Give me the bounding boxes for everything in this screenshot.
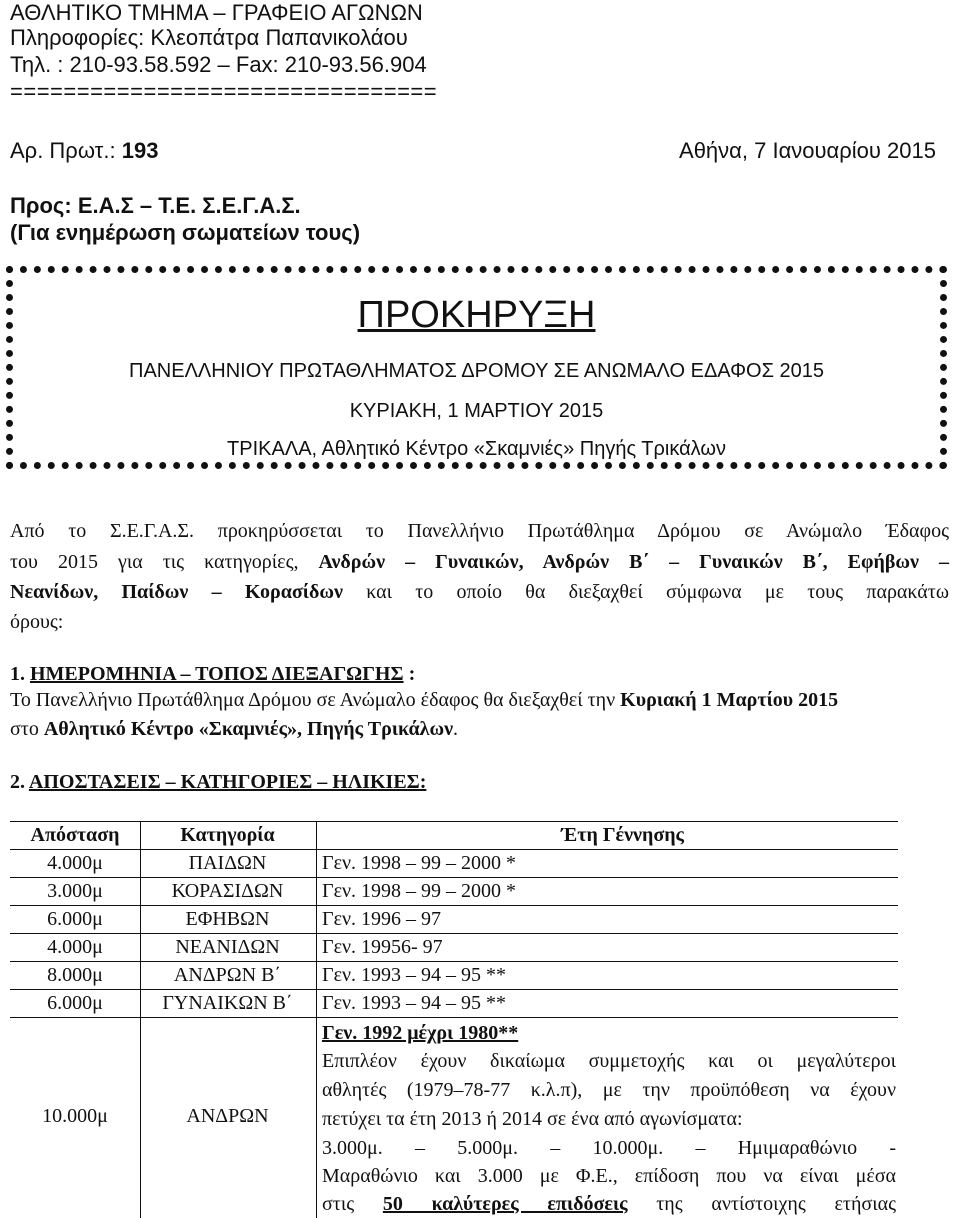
contact-info: Πληροφορίες: Κλεοπάτρα Παπανικολάου <box>10 25 408 50</box>
notice-subtitle: ΠΑΝΕΛΛΗΝΙΟΥ ΠΡΩΤΑΘΛΗΜΑΤΟΣ ΔΡΟΜΟΥ ΣΕ ΑΝΩΜΑΛΟ ΕΔΑΦΟΣ 2015 <box>129 360 824 382</box>
table-cell-years: Γεν. 1998 – 99 – 2000 * <box>322 852 517 874</box>
phone-fax: Τηλ. : 210-93.58.592 – Fax: 210-93.56.904 <box>10 52 427 77</box>
section-1-date: Κυριακή 1 Μαρτίου 2015 <box>620 689 839 711</box>
table-rule <box>10 961 898 962</box>
table-rule <box>10 849 898 850</box>
table-rule <box>10 877 898 878</box>
table-cell-category: ΚΟΡΑΣΙΔΩΝ <box>171 880 284 902</box>
table-header-years: Έτη Γέννησης <box>561 824 684 846</box>
section-1-colon: : <box>403 663 416 685</box>
table-rule <box>10 933 898 934</box>
table-rule <box>10 1017 898 1018</box>
section-1-title: ΗΜΕΡΟΜΗΝΙΑ – ΤΟΠΟΣ ΔΙΕΞΑΓΩΓΗΣ <box>30 663 404 685</box>
table-cell-category: ΑΝΔΡΩΝ <box>186 1105 269 1127</box>
table-cell-distance: 3.000μ <box>47 880 103 902</box>
table-column-rule <box>316 821 317 1218</box>
intro-line-1: Από το Σ.Ε.Γ.Α.Σ. προκηρύσσεται το Πανελλήνιο Πρωτάθλημα Δρόμου σε Ανώμαλο Έδαφος <box>10 520 949 542</box>
eligibility-note-line <box>322 1192 896 1216</box>
section-1-text: Το Πανελλήνιο Πρωτάθλημα Δρόμου σε Ανώμαλο έδαφος θα διεξαχθεί την <box>10 689 621 711</box>
intro-line-2 <box>10 550 949 574</box>
letter-date: Αθήνα, 7 Ιανουαρίου 2015 <box>679 138 936 163</box>
table-cell-category: ΝΕΑΝΙΔΩΝ <box>175 936 280 958</box>
table-cell-category: ΓΥΝΑΙΚΩΝ Β΄ <box>162 992 293 1014</box>
table-cell-years: Γεν. 1993 – 94 – 95 ** <box>322 964 507 986</box>
table-cell-years: Γεν. 19956- 97 <box>322 936 443 958</box>
department-name: ΑΘΛΗΤΙΚΟ ΤΜΗΜΑ – ΓΡΑΦΕΙΟ ΑΓΩΝΩΝ <box>10 0 423 25</box>
table-cell-distance: 6.000μ <box>47 908 103 930</box>
notice-box <box>6 266 947 469</box>
section-1-text-2: στο <box>10 718 44 740</box>
notice-date: ΚΥΡΙΑΚΗ, 1 ΜΑΡΤΙΟΥ 2015 <box>349 400 604 422</box>
eligibility-note-line: 3.000μ. – 5.000μ. – 10.000μ. – Ημιμαραθώνιο - <box>322 1137 896 1159</box>
notice-title-text: ΠΡΟΚΗΡΥΞΗ <box>357 294 596 336</box>
protocol-number <box>10 138 158 164</box>
section-2-heading <box>10 770 426 794</box>
table-cell-category: ΠΑΙΔΩΝ <box>188 852 267 874</box>
table-cell-years: Γεν. 1998 – 99 – 2000 * <box>322 880 517 902</box>
section-1-venue: Αθλητικό Κέντρο «Σκαμνιές», Πηγής Τρικάλων <box>43 718 454 740</box>
table-cell-distance: 4.000μ <box>47 852 103 874</box>
intro-categories-2: Νεανίδων, Παίδων – Κορασίδων <box>10 581 343 603</box>
protocol-value: 193 <box>121 138 159 163</box>
section-1-period: . <box>453 718 459 740</box>
section-1-heading <box>10 662 415 686</box>
intro-line-3 <box>10 580 949 604</box>
eligibility-note-line: Επιπλέον έχουν δικαίωμα συμμετοχής και οι μεγαλύτεροι <box>322 1050 896 1072</box>
notice-location: ΤΡΙΚΑΛΑ, Αθλητικό Κέντρο «Σκαμνιές» Πηγής Τρικάλων <box>227 438 726 460</box>
eligibility-note-line: Μαραθώνιο και 3.000 με Φ.Ε., επίδοση που να είναι μέσα <box>322 1165 896 1187</box>
eligibility-note-line: πετύχει τα έτη 2013 ή 2014 σε ένα από αγωνίσματα: <box>322 1108 743 1130</box>
table-cell-years: Γεν. 1996 – 97 <box>322 908 442 930</box>
section-1-line-2 <box>10 717 458 741</box>
note-text: στις <box>322 1193 383 1215</box>
section-2-number: 2. <box>10 771 25 793</box>
table-cell-distance: 10.000μ <box>42 1105 108 1127</box>
section-1-line-1 <box>10 688 838 712</box>
note-text: της αντίστοιχης ετήσιας <box>627 1193 896 1215</box>
section-1-number: 1. <box>10 663 25 685</box>
intro-line-4: όρους: <box>10 611 64 633</box>
table-cell-category: ΕΦΗΒΩΝ <box>185 908 270 930</box>
recipients: Προς: Ε.Α.Σ – Τ.Ε. Σ.Ε.Γ.Α.Σ. <box>10 193 301 218</box>
intro-text-2: και το οποίο θα διεξαχθεί σύμφωνα με τους παρακάτω <box>342 581 949 603</box>
note-emphasis: 50 καλύτερες επιδόσεις <box>382 1193 628 1215</box>
eligibility-note-line: αθλητές (1979–78-77 κ.λ.π), με την προϋπόθεση να έχουν <box>322 1079 896 1101</box>
table-header-distance: Απόσταση <box>30 824 120 846</box>
table-header-category: Κατηγορία <box>180 824 275 846</box>
separator-rule: ================================ <box>10 79 438 104</box>
years-heading-text: Γεν. 1992 μέχρι 1980** <box>322 1022 519 1044</box>
intro-categories: Ανδρών – Γυναικών, Ανδρών Β΄ – Γυναικών Β΄, Εφήβων – <box>318 551 949 573</box>
intro-text: του 2015 για τις κατηγορίες, <box>10 551 319 573</box>
table-cell-category: ΑΝΔΡΩΝ Β΄ <box>173 964 282 986</box>
section-2-title: ΑΠΟΣΤΑΣΕΙΣ – ΚΑΤΗΓΟΡΙΕΣ – ΗΛΙΚΙΕΣ: <box>28 771 427 793</box>
table-cell-years-heading <box>322 1021 518 1045</box>
table-cell-years: Γεν. 1993 – 94 – 95 ** <box>322 992 507 1014</box>
recipients-note: (Για ενημέρωση σωματείων τους) <box>10 220 361 245</box>
table-cell-distance: 6.000μ <box>47 992 103 1014</box>
table-rule <box>10 989 898 990</box>
table-cell-distance: 8.000μ <box>47 964 103 986</box>
table-cell-distance: 4.000μ <box>47 936 103 958</box>
table-rule <box>10 905 898 906</box>
notice-title <box>13 293 940 337</box>
protocol-label: Αρ. Πρωτ.: <box>10 138 116 163</box>
table-rule <box>10 821 898 822</box>
